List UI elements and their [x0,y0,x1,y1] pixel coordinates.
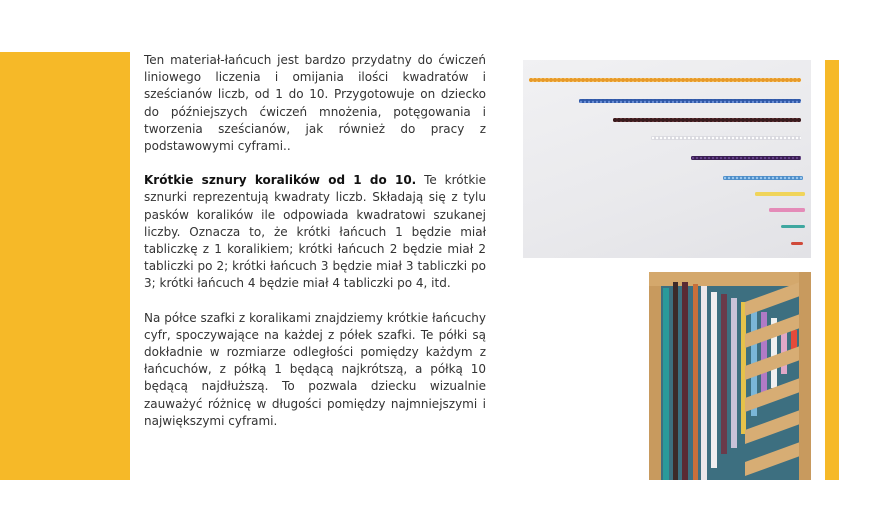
bead-cabinet-photo [649,272,811,480]
intro-paragraph: Ten materiał-łańcuch jest bardzo przydatny do ćwiczeń liniowego liczenia i omijania ilości kwadratów i sześcianów liczb, od 1 do 10. Przygotowuje on dziecko do późniejszych ćwiczeń mnożenia, potęgowania i tworzenia sześcianów, jak również do pracy z podstawowymi cyframi.. [144,53,486,154]
accent-bar-left [0,52,130,480]
accent-bar-right [825,60,839,480]
short-chains-paragraph [144,172,486,292]
bead-chains-photo [523,60,811,258]
short-chains-body: Te krótkie sznurki reprezentują kwadraty liczb. Składają się z tylu pasków koralików ile odpowiada kwadratowi szukanej liczby. Oznacza to, że krótki łańcuch 1 będzie miał tabliczkę z 1 koralikiem; krótki łańcuch 2 będzie miał 2 tabliczki po 2; krótki łańcuch 3 będzie miał 3 tabliczki po 3; krótki łańcuch 4 będzie miał 4 tabliczki po 4, itd. [144,173,486,291]
short-chains-heading: Krótkie sznury koralików od 1 do 10. [144,173,417,188]
text-column [144,52,486,447]
bead-chains-illustration [523,60,811,258]
bead-cabinet-illustration [649,272,811,480]
cabinet-paragraph: Na półce szafki z koralikami znajdziemy krótkie łańcuchy cyfr, spoczywające na każdej z półek szafki. Te półki są dokładnie w rozmiarze odległości pomiędzy każdym z łańcuchów, z półką 1 będącą najkrótszą, a półką 10 będącą najdłuższą. To pozwala dziecku wizualnie zauważyć różnicę w długości pomiędzy najmniejszymi i największymi cyframi. [144,310,486,428]
